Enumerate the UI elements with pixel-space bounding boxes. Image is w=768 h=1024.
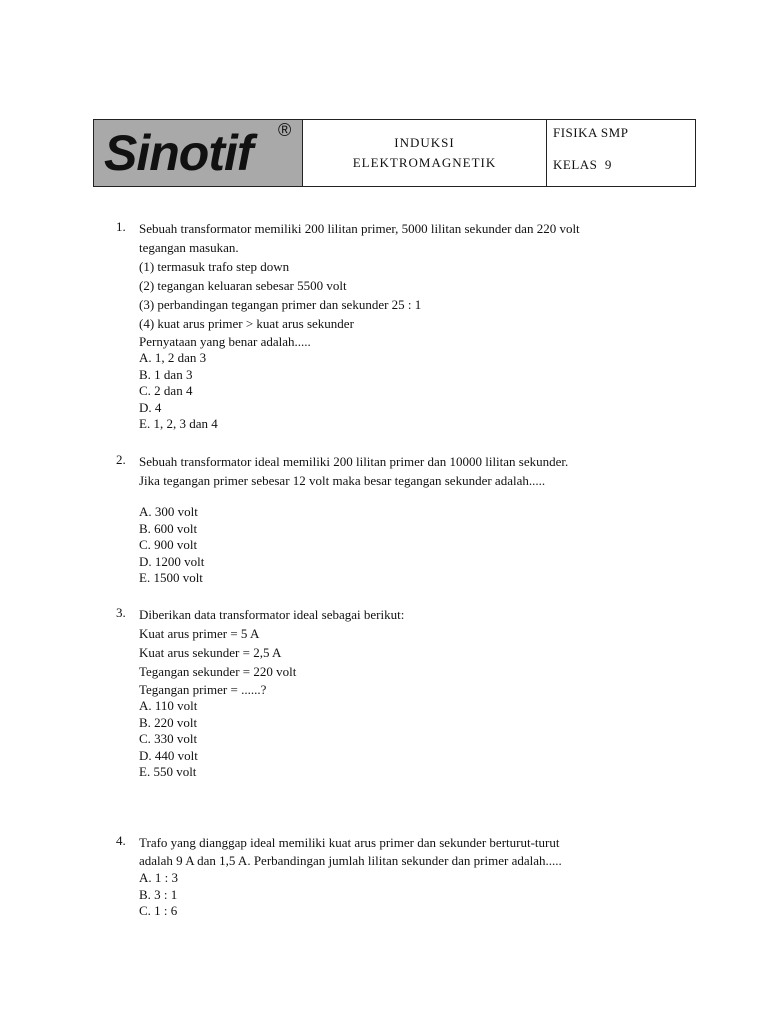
statement: (4) kuat arus primer > kuat arus sekunder: [139, 316, 354, 331]
question-text-line: Diberikan data transformator ideal sebagai berikut:: [139, 607, 405, 622]
answer-option: B. 220 volt: [139, 714, 198, 730]
answer-option: C. 1 : 6: [139, 903, 178, 919]
document-title: [303, 120, 547, 186]
answer-option: B. 600 volt: [139, 520, 198, 536]
registered-mark: ®: [278, 120, 292, 140]
question-number: 3.: [116, 605, 126, 620]
statement: (2) tegangan keluaran sebesar 5500 volt: [139, 278, 347, 293]
question-3: [116, 605, 699, 781]
question-text-line: Jika tegangan primer sebesar 12 volt maka besar tegangan sekunder adalah.....: [139, 473, 546, 488]
subject-label: FISIKA SMP: [553, 125, 629, 140]
question-text-line: adalah 9 A dan 1,5 A. Perbandingan jumlah lilitan sekunder dan primer adalah.....: [139, 853, 562, 868]
logo-text: Sinotif: [104, 125, 253, 181]
answer-option: A. 1 : 3: [139, 870, 178, 885]
question-1: [116, 219, 699, 433]
answer-option: E. 1500 volt: [139, 570, 203, 586]
data-item: Tegangan sekunder = 220 volt: [139, 664, 297, 679]
answer-option: A. 110 volt: [139, 698, 198, 713]
question-text-line: Sebuah transformator memiliki 200 lilitan primer, 5000 lilitan sekunder dan 220 volt: [139, 221, 580, 236]
answer-option: D. 1200 volt: [139, 553, 205, 569]
question-text-line: Trafo yang dianggap ideal memiliki kuat arus primer dan sekunder berturut-turut: [139, 835, 560, 850]
question-number: 4.: [116, 833, 126, 848]
question-prompt: Pernyataan yang benar adalah.....: [139, 334, 311, 349]
answer-option: B. 1 dan 3: [139, 366, 193, 382]
question-text-line: Sebuah transformator ideal memiliki 200 lilitan primer dan 10000 lilitan sekunder.: [139, 454, 569, 469]
answer-option: C. 2 dan 4: [139, 383, 193, 399]
answer-option: D. 4: [139, 399, 162, 415]
answer-option: A. 300 volt: [139, 504, 198, 519]
logo: [94, 120, 303, 186]
answer-option: A. 1, 2 dan 3: [139, 350, 207, 365]
header-table: [93, 119, 696, 187]
statement: (1) termasuk trafo step down: [139, 259, 290, 274]
data-item: Tegangan primer = ......?: [139, 682, 267, 697]
question-number: 2.: [116, 452, 126, 467]
question-2: [116, 452, 699, 587]
question-text-line: tegangan masukan.: [139, 240, 239, 255]
answer-option: E. 550 volt: [139, 764, 197, 780]
answer-option: E. 1, 2, 3 dan 4: [139, 416, 218, 432]
question-number: 1.: [116, 219, 126, 234]
answer-option: B. 3 : 1: [139, 886, 178, 902]
answer-option: D. 440 volt: [139, 747, 198, 763]
subject-info: [547, 120, 695, 186]
data-item: Kuat arus primer = 5 A: [139, 626, 260, 641]
title-line-1: INDUKSI: [394, 135, 455, 150]
title-line-2: ELEKTROMAGNETIK: [352, 155, 497, 170]
question-4: [116, 833, 699, 920]
grade-label: KELAS 9: [553, 157, 612, 172]
answer-option: C. 900 volt: [139, 537, 198, 553]
data-item: Kuat arus sekunder = 2,5 A: [139, 645, 282, 660]
statement: (3) perbandingan tegangan primer dan sekunder 25 : 1: [139, 297, 422, 312]
answer-option: C. 330 volt: [139, 731, 198, 747]
